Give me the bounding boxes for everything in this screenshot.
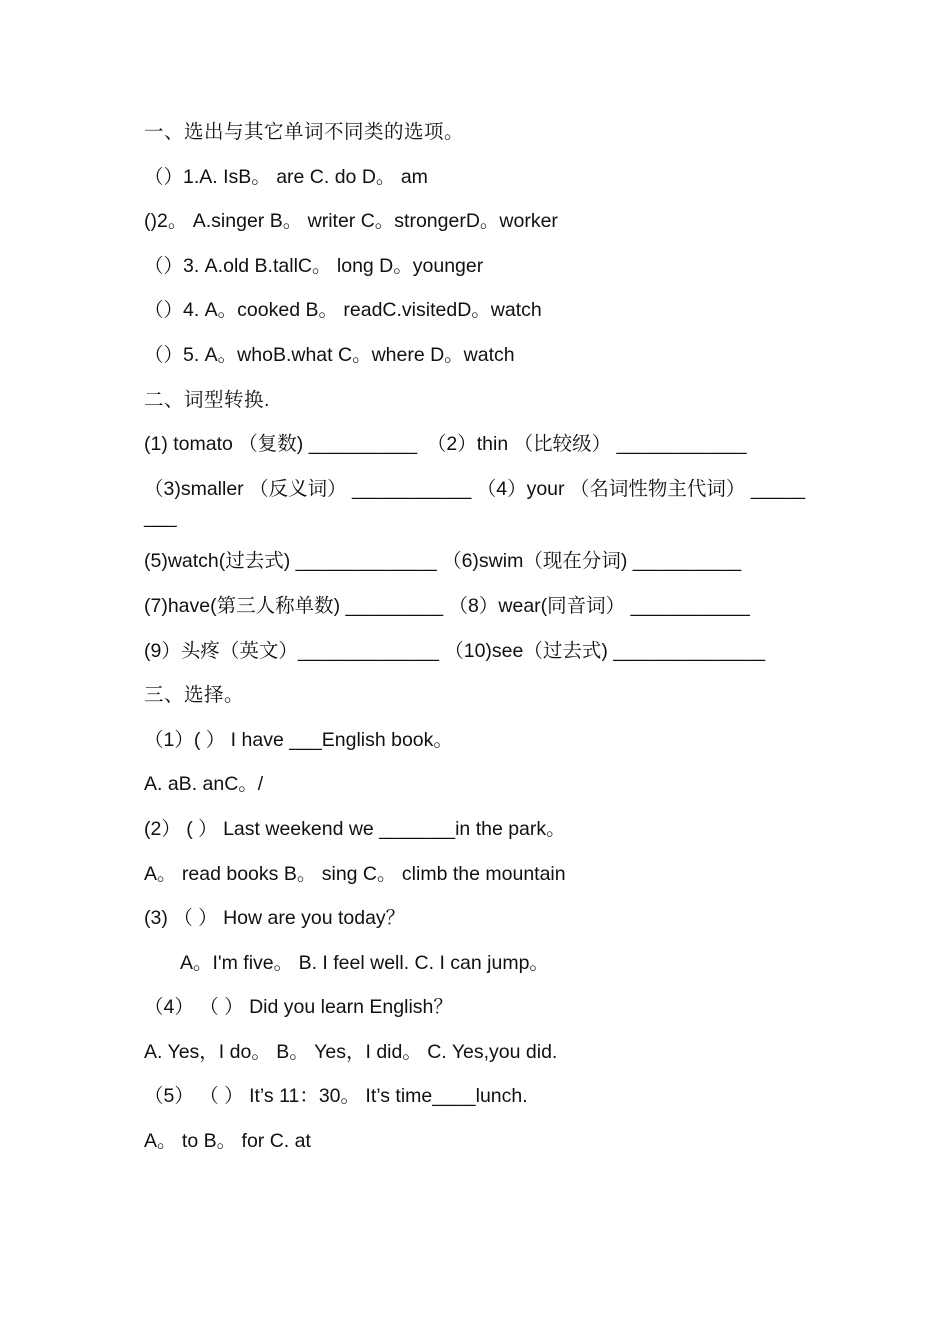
question-1-1: （）1.A. IsB。 are C. do D。 am bbox=[144, 165, 428, 188]
choice-question-2: (2） ( ） Last weekend we _______in the park。 bbox=[144, 817, 566, 840]
transform-row-2: （3)smaller （反义词） ___________ （4）your （名词性物主代词） ________ bbox=[144, 477, 806, 528]
choice-options-4: A. Yes，I do。 B。 Yes，I did。 C. Yes,you did. bbox=[144, 1040, 558, 1063]
choice-question-4: （4） （ ） Did you learn English？ bbox=[144, 996, 453, 1019]
transform-row-5: (9）头疼（英文）_____________ （10)see（过去式) ______________ bbox=[144, 639, 766, 662]
transform-row-1: (1) tomato （复数) __________ （2）thin （比较级） ____________ bbox=[144, 433, 747, 456]
question-1-2: ()2。 A.singer B。 writer C。strongerD。worker bbox=[144, 210, 558, 233]
question-1-5: （）5. A。whoB.what C。where D。watch bbox=[144, 343, 515, 366]
section-3-heading: 三、选择。 bbox=[144, 684, 245, 707]
choice-question-1: （1）( ） I have ___English book。 bbox=[144, 728, 453, 751]
transform-row-4: (7)have(第三人称单数) _________ （8）wear(同音词） ___________ bbox=[144, 594, 750, 617]
choice-options-3: A。I'm five。 B. I feel well. C. I can jump。 bbox=[180, 951, 549, 974]
choice-options-2: A。 read books B。 sing C。 climb the mountain bbox=[144, 862, 566, 885]
transform-row-3: (5)watch(过去式) _____________ （6)swim（现在分词) __________ bbox=[144, 550, 742, 573]
worksheet-content bbox=[144, 118, 808, 1172]
choice-question-3: (3) （ ） How are you today？ bbox=[144, 907, 406, 930]
question-1-4: （）4. A。cooked B。 readC.visitedD。watch bbox=[144, 299, 542, 322]
section-1-heading: 一、选出与其它单词不同类的选项。 bbox=[144, 121, 465, 143]
question-1-3: （）3. A.old B.tallC。 long D。younger bbox=[144, 254, 484, 277]
choice-question-5: （5） （ ） It’s 11：30。 It’s time____lunch. bbox=[144, 1085, 528, 1108]
choice-options-1: A. aB. anC。/ bbox=[144, 773, 264, 796]
section-2-heading: 二、词型转换. bbox=[144, 388, 270, 411]
choice-options-5: A。 to B。 for C. at bbox=[144, 1130, 311, 1153]
